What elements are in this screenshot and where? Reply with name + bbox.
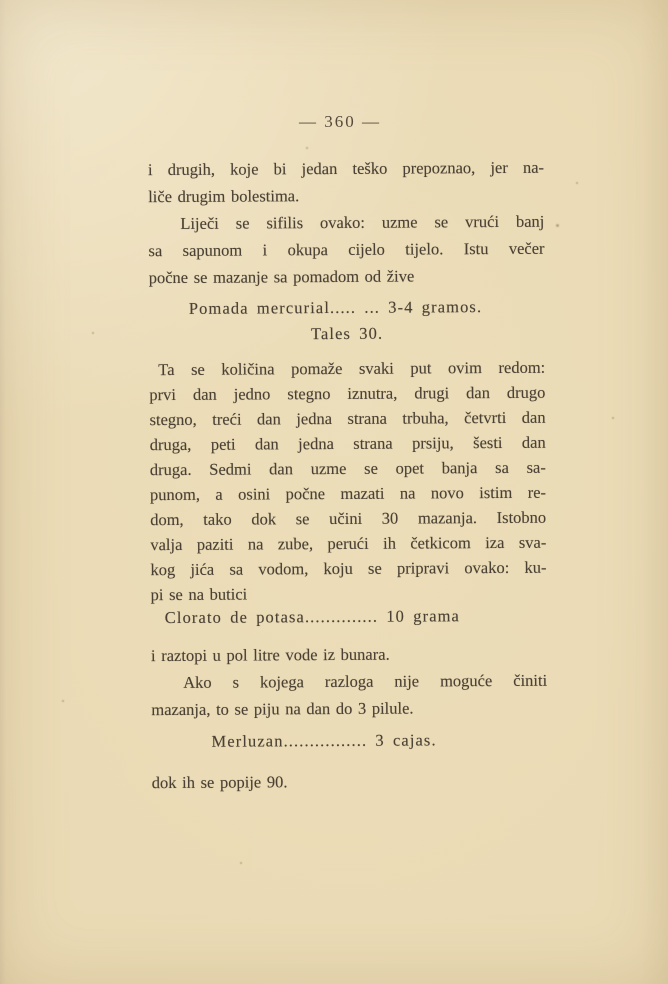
text-line: valja paziti na zube, perući ih četkicom iza sva- bbox=[150, 532, 547, 555]
text-line: pi se na butici bbox=[150, 584, 248, 605]
para-3 bbox=[149, 355, 547, 607]
para-5 bbox=[152, 767, 548, 796]
para-2 bbox=[148, 208, 544, 291]
paper-speck bbox=[556, 224, 559, 227]
text-line: dok ih se popije 90. bbox=[151, 772, 288, 793]
text-line: sa sapunom i okupa cijelo tijelo. Istu večer bbox=[148, 238, 545, 261]
text-line: Ta se količina pomaže svaki put ovim redom: bbox=[158, 357, 546, 380]
text-line: druga. Sedmi dan uzme se opet banja sa sa- bbox=[149, 457, 546, 480]
text-line: mazanja, to se piju na dan do 3 pilule. bbox=[151, 698, 414, 720]
page-number: — 360 — bbox=[299, 112, 381, 131]
recipe-pomada bbox=[149, 294, 545, 348]
paper-speck bbox=[62, 700, 64, 702]
text-line: Tales 30. bbox=[310, 323, 384, 344]
text-line: druga, peti dan jedna strana prsiju, šesti dan bbox=[149, 432, 546, 455]
text-line: Ako s kojega razloga nije moguće činiti bbox=[183, 670, 548, 692]
text-line: kog jića sa vodom, koju se pripravi ovako: ku- bbox=[150, 557, 547, 580]
paper-speck bbox=[240, 862, 242, 864]
paper-speck bbox=[576, 182, 578, 184]
text-line: dom, tako dok se učini 30 mazanja. Istobno bbox=[150, 507, 547, 530]
text-line: prvi dan jedno stegno iznutra, drugi dan drugo bbox=[149, 382, 546, 405]
text-line: počne se mazanje sa pomadom od žive bbox=[148, 266, 415, 288]
paper-speck bbox=[306, 147, 308, 149]
text-line: Clorato de potasa.............. 10 grama bbox=[164, 606, 461, 628]
recipe-merluzan bbox=[151, 726, 547, 755]
text-line: Pomada mercurial..... ... 3-4 gramos. bbox=[188, 297, 483, 318]
text-line: Liječi se sifilis ovako: uzme se vrući banj bbox=[180, 211, 545, 233]
text-line: liče drugim bolestima. bbox=[148, 186, 300, 207]
para-1 bbox=[148, 154, 544, 210]
recipe-clorato bbox=[151, 602, 547, 631]
para-4 bbox=[151, 640, 547, 723]
text-line: punom, a osini počne mazati na novo istim re- bbox=[149, 482, 547, 505]
text-line: i raztopi u pol litre vode iz bunara. bbox=[150, 644, 390, 666]
text-line: stegno, treći dan jedna strana trbuha, četvrti dan bbox=[149, 407, 546, 430]
paper-speck bbox=[612, 417, 614, 419]
text-line: Merluzan................ 3 cajas. bbox=[211, 730, 437, 751]
paper-speck bbox=[92, 332, 94, 334]
text-line: i drugih, koje bi jedan teško prepoznao, jer na- bbox=[147, 157, 545, 180]
